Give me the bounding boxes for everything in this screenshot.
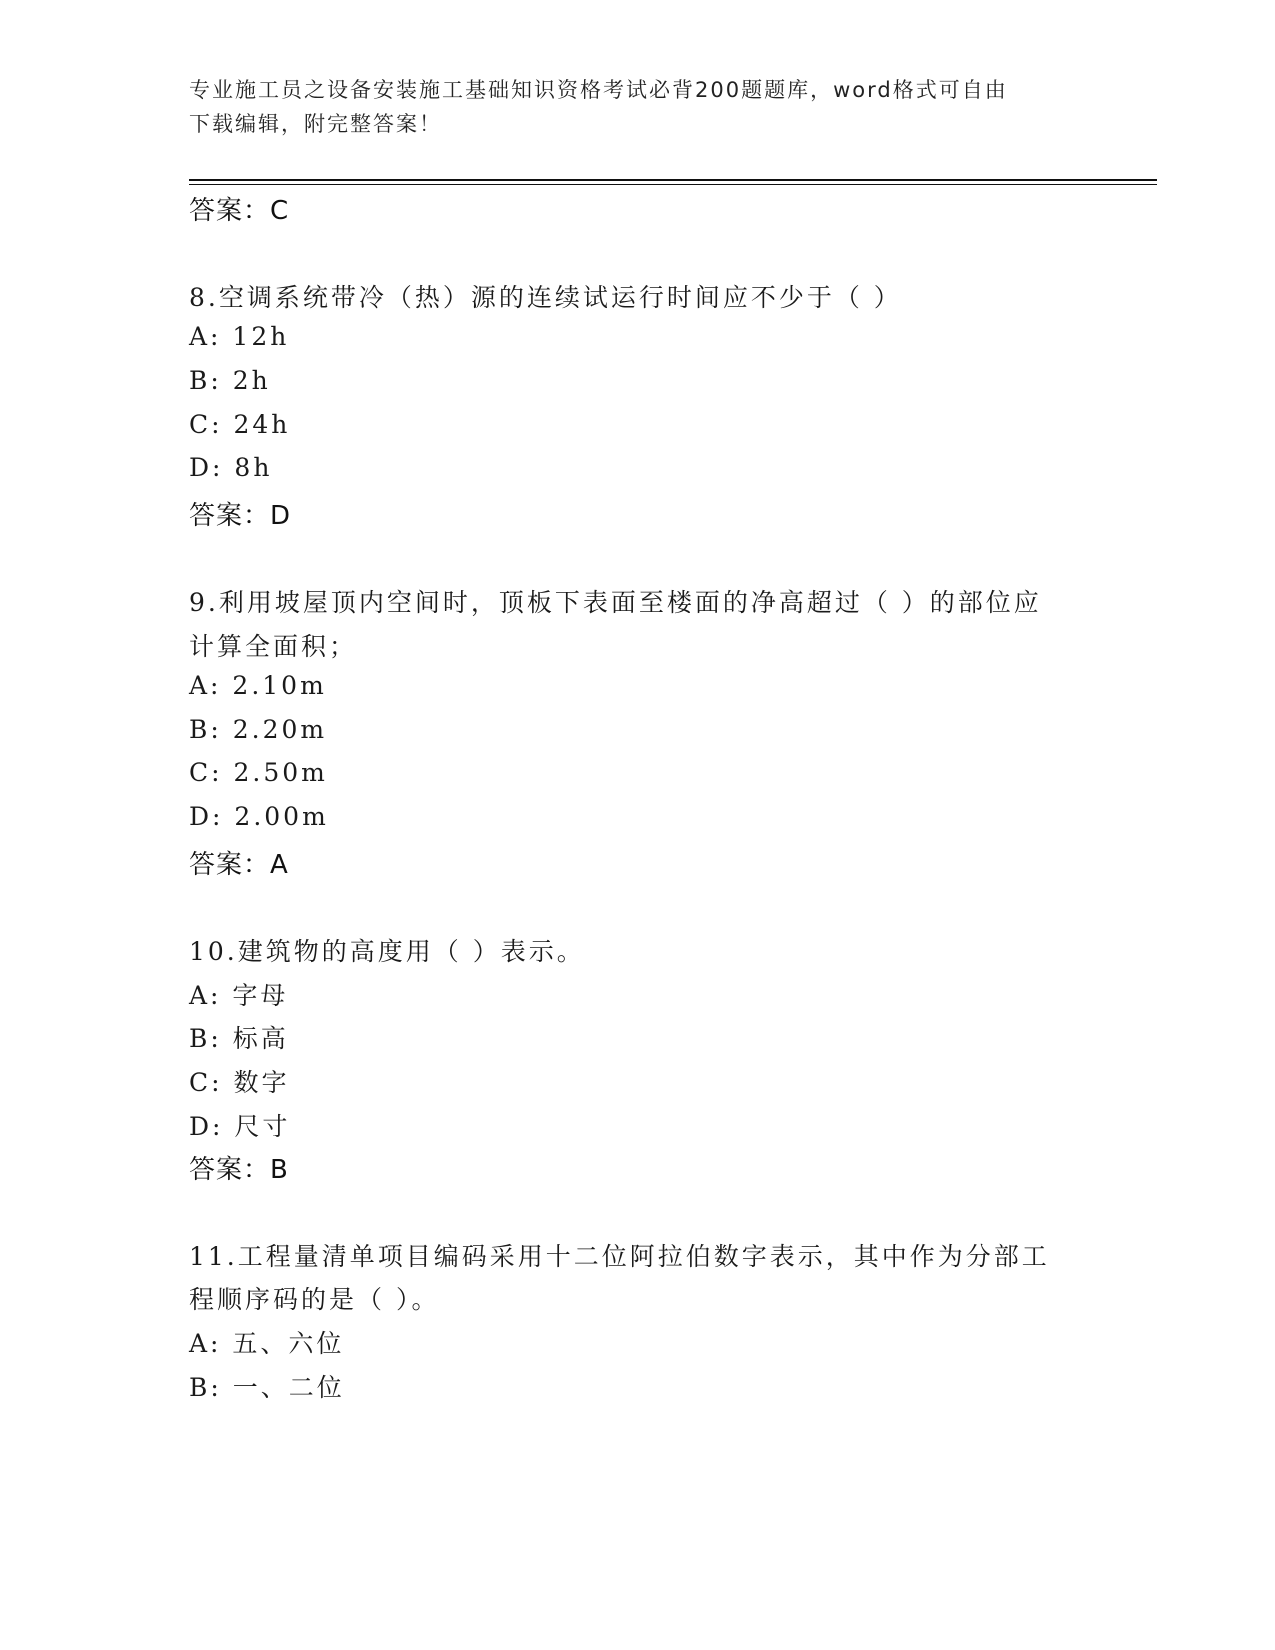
header-rule-thick xyxy=(189,179,1157,181)
question-9-answer: 答案：A xyxy=(189,850,289,880)
question-10-option-b: B: 标高 xyxy=(189,1024,289,1053)
question-9-option-a: A: 2.10m xyxy=(189,671,327,700)
question-9-option-c: C: 2.50m xyxy=(189,758,328,787)
question-10-option-a: A: 字母 xyxy=(189,981,289,1010)
question-11-option-a: A: 五、六位 xyxy=(189,1329,345,1358)
question-9-stem-line-1: 9.利用坡屋顶内空间时，顶板下表面至楼面的净高超过（ ）的部位应 xyxy=(189,588,1042,617)
question-11-stem-line-1: 11.工程量清单项目编码采用十二位阿拉伯数字表示，其中作为分部工 xyxy=(189,1242,1050,1271)
question-8-option-d: D: 8h xyxy=(189,453,273,482)
question-9-stem-line-2: 计算全面积； xyxy=(189,632,358,661)
answer-line-q7: 答案：C xyxy=(189,196,290,226)
question-11-option-b: B: 一、二位 xyxy=(189,1373,345,1402)
header-title-line-2: 下载编辑，附完整答案！ xyxy=(189,112,442,136)
question-10-option-d: D: 尺寸 xyxy=(189,1112,291,1141)
question-10-stem: 10.建筑物的高度用（ ）表示。 xyxy=(189,937,585,966)
question-8-answer: 答案：D xyxy=(189,501,292,531)
question-9-option-b: B: 2.20m xyxy=(189,715,328,744)
header-title-line-1: 专业施工员之设备安装施工基础知识资格考试必背200题题库，word格式可自由 xyxy=(189,78,1008,102)
question-8-option-c: C: 24h xyxy=(189,410,291,439)
question-10-answer: 答案：B xyxy=(189,1155,289,1185)
question-8-option-b: B: 2h xyxy=(189,366,271,395)
question-9-option-d: D: 2.00m xyxy=(189,802,329,831)
document-header xyxy=(189,73,1089,141)
header-rule-thin xyxy=(189,184,1157,185)
question-11-stem-line-2: 程顺序码的是（ ）。 xyxy=(189,1285,440,1314)
question-10-option-c: C: 数字 xyxy=(189,1068,290,1097)
question-8-stem: 8.空调系统带冷（热）源的连续试运行时间应不少于（ ） xyxy=(189,283,902,312)
question-8-option-a: A: 12h xyxy=(189,322,290,351)
